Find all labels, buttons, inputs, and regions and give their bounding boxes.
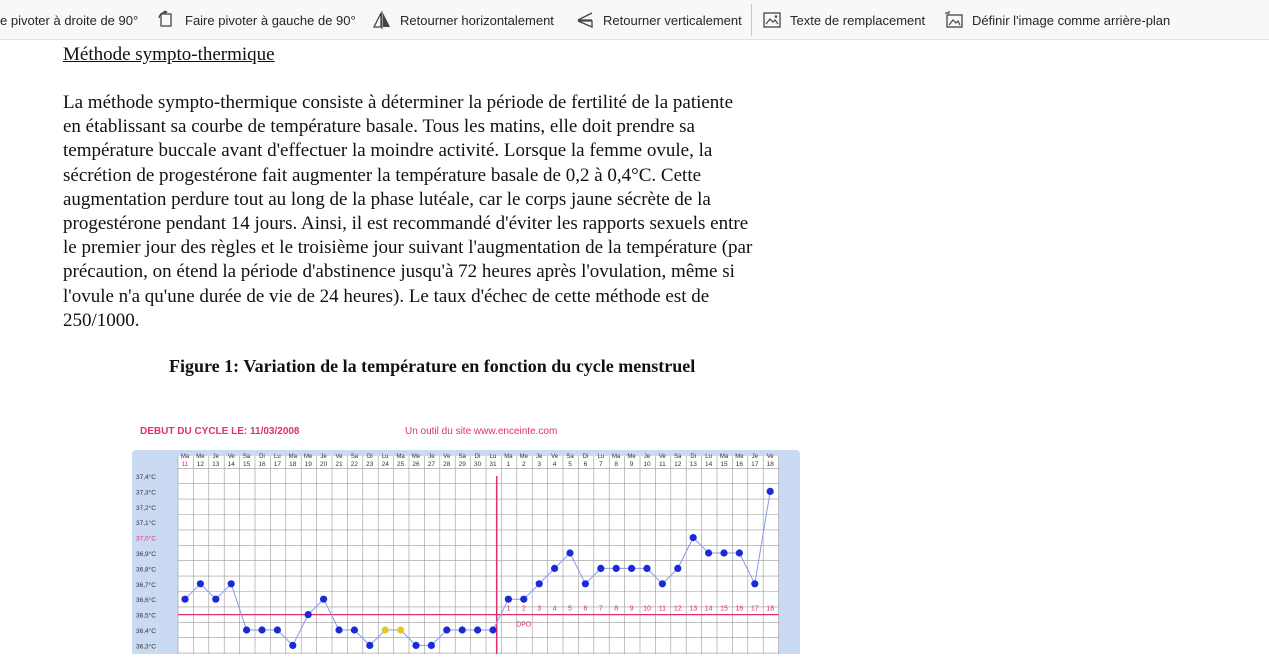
weekday-tick-label: Sa [674, 454, 682, 460]
date-tick-label: 14 [704, 461, 713, 468]
data-point [597, 565, 604, 572]
toolbar-divider [751, 4, 752, 36]
chart-header-left: DEBUT DU CYCLE LE: 11/03/2008 [140, 426, 300, 437]
body-paragraph [63, 91, 873, 333]
paragraph-line: en établissant sa courbe de température basale. Tous les matins, elle doit prendre sa [63, 116, 695, 138]
date-tick-label: 5 [568, 461, 572, 468]
weekday-tick-label: Ve [335, 454, 343, 460]
weekday-tick-label: Sa [242, 454, 251, 460]
date-tick-label: 20 [319, 461, 328, 468]
date-tick-label: 25 [396, 461, 405, 468]
data-point [274, 626, 281, 633]
date-tick-label: 7 [598, 461, 603, 468]
date-tick-label: 22 [350, 461, 359, 468]
paragraph-line: 250/1000. [63, 309, 140, 331]
data-point [520, 596, 527, 603]
weekday-tick-label: Me [627, 454, 636, 460]
date-tick-label: 29 [458, 461, 466, 468]
weekday-tick-label: Ma [180, 454, 190, 460]
data-point [551, 565, 558, 572]
y-tick-label: 37,1°C [136, 520, 156, 528]
toolbar-label: Retourner verticalement [603, 12, 742, 28]
y-tick-label: 36,5°C [136, 612, 156, 620]
date-tick-label: 15 [242, 461, 251, 468]
rotate-left-button[interactable] [157, 0, 356, 40]
paragraph-line: La méthode sympto-thermique consiste à déterminer la période de fertilité de la patiente [63, 92, 734, 113]
data-point [366, 642, 373, 649]
date-tick-label: 24 [381, 461, 389, 468]
toolbar-label: Faire pivoter à gauche de 90° [185, 12, 356, 28]
weekday-tick-label: Ma [612, 454, 621, 460]
paragraph-line: sécrétion de progestérone fait augmenter la température basale de 0,2 à 0,4°C. Cette [63, 164, 702, 186]
dpo-label: DPO [516, 621, 532, 629]
date-tick-label: 3 [537, 461, 542, 468]
data-point [351, 626, 358, 633]
data-point [320, 596, 327, 603]
data-point [720, 549, 727, 556]
document-page [0, 40, 1269, 654]
weekday-tick-label: Ma [396, 454, 405, 460]
paragraph-line: le premier jour des règles et le troisième jour suivant l'augmentation de la température (par [63, 237, 753, 259]
date-tick-label: 12 [196, 461, 205, 468]
dpo-number-label: 14 [704, 605, 713, 613]
weekday-tick-label: Lu [705, 454, 712, 460]
weekday-tick-label: Lu [489, 454, 497, 460]
weekday-tick-label: Je [212, 454, 219, 460]
date-tick-label: 17 [273, 461, 282, 468]
date-tick-label: 15 [720, 461, 728, 468]
weekday-tick-label: Lu [597, 454, 605, 460]
data-point [258, 626, 265, 633]
y-tick-label: 37,4°C [136, 474, 156, 481]
data-point [305, 611, 312, 618]
toolbar-label: e pivoter à droite de 90° [0, 12, 139, 28]
flip-horizontal-button[interactable] [372, 0, 554, 40]
weekday-tick-label: Di [366, 454, 373, 460]
data-point [705, 549, 712, 556]
weekday-tick-label: Lu [274, 454, 281, 460]
weekday-tick-label: Me [519, 454, 528, 460]
flip-vertical-button[interactable] [575, 0, 742, 40]
weekday-tick-label: Ma [504, 454, 513, 460]
date-tick-label: 18 [289, 461, 297, 468]
alt-text-icon [762, 10, 782, 30]
weekday-tick-label: Ma [288, 454, 297, 460]
date-tick-label: 13 [212, 461, 220, 468]
data-point [674, 565, 681, 572]
toolbar-label: Définir l'image comme arrière-plan [972, 12, 1171, 28]
weekday-tick-label: Je [320, 454, 327, 460]
data-point [474, 626, 481, 633]
data-point [443, 626, 450, 633]
dpo-number-label: 6 [583, 605, 588, 613]
paragraph-line: température buccale avant d'effectuer la moindre activité. Lorsque la femme ovule, la [63, 140, 713, 162]
dpo-number-label: 4 [552, 605, 557, 613]
dpo-number-label: 15 [720, 605, 728, 613]
weekday-tick-label: Me [735, 454, 744, 460]
dpo-number-label: 1 [506, 605, 511, 613]
date-tick-label: 1 [506, 461, 511, 468]
data-point [212, 596, 219, 603]
paragraph-line: précaution, on étend la période d'abstinence jusqu'à 72 heures après l'ovulation, même si [63, 261, 735, 283]
data-point [613, 565, 620, 572]
figure-caption: Figure 1: Variation de la température en fonction du cycle menstruel [169, 356, 696, 376]
dpo-number-label: 7 [598, 605, 603, 613]
date-tick-label: 27 [427, 461, 436, 468]
section-heading: Méthode sympto-thermique [63, 44, 275, 65]
weekday-tick-label: Ve [766, 454, 774, 460]
dpo-number-label: 11 [658, 605, 667, 613]
dpo-number-label: 12 [673, 605, 682, 613]
weekday-tick-label: Me [411, 454, 421, 460]
data-point [505, 596, 512, 603]
weekday-tick-label: Ma [719, 454, 729, 460]
y-tick-label: 37,2°C [136, 504, 156, 512]
dpo-number-label: 16 [735, 605, 744, 613]
data-point [181, 596, 188, 603]
weekday-tick-label: Ve [551, 454, 559, 460]
toolbar-label: Retourner horizontalement [400, 12, 554, 28]
paragraph-line: progestérone pendant 14 jours. Ainsi, il est recommandé d'éviter les rapports sexuels entre [63, 213, 749, 235]
weekday-tick-label: Lu [381, 454, 389, 460]
weekday-tick-label: Je [643, 454, 651, 460]
y-tick-label: 36,4°C [136, 628, 156, 635]
y-tick-label: 36,3°C [136, 643, 156, 651]
dpo-number-label: 2 [521, 605, 526, 613]
data-point [736, 549, 743, 556]
data-point [582, 580, 589, 587]
data-point [428, 642, 435, 649]
chart-header-right: Un outil du site www.enceinte.com [405, 426, 558, 437]
weekday-tick-label: Me [196, 454, 205, 460]
date-tick-label: 28 [443, 461, 451, 468]
dpo-number-label: 17 [750, 605, 759, 613]
y-tick-label: 36,6°C [136, 597, 156, 605]
data-point [335, 626, 342, 633]
weekday-tick-label: Sa [458, 454, 466, 460]
y-tick-label: 36,7°C [136, 581, 156, 589]
rotate-right-button[interactable] [0, 0, 138, 40]
paragraph-line: augmentation perdure tout au long de la phase lutéale, car le corps jaune sécrète de la [63, 188, 711, 210]
date-tick-label: 17 [751, 461, 759, 468]
data-point [659, 580, 666, 587]
date-tick-label: 19 [304, 461, 312, 468]
y-tick-label: 37,3°C [136, 489, 156, 497]
data-point [228, 580, 235, 587]
y-tick-label: 36,9°C [136, 551, 156, 558]
rotate-left-icon [157, 10, 177, 30]
data-point [751, 580, 758, 587]
weekday-tick-label: Di [582, 454, 589, 460]
toolbar-label: Texte de remplacement [790, 12, 926, 28]
weekday-tick-label: Ve [658, 454, 666, 460]
highlighted-data-point [397, 626, 404, 633]
flip-vertical-icon [575, 10, 595, 30]
date-tick-label: 2 [521, 461, 526, 468]
data-point [197, 580, 204, 587]
date-tick-label: 26 [412, 461, 420, 468]
date-tick-label: 8 [614, 461, 619, 468]
temperature-chart-image[interactable] [130, 418, 810, 654]
date-tick-label: 11 [181, 461, 189, 468]
date-tick-label: 21 [335, 461, 343, 468]
data-point [767, 488, 774, 495]
dpo-number-label: 13 [689, 605, 698, 613]
dpo-number-label: 18 [766, 605, 775, 613]
data-point [289, 642, 296, 649]
dpo-number-label: 3 [537, 605, 542, 613]
date-tick-label: 6 [583, 461, 588, 468]
data-point [412, 642, 419, 649]
data-point [536, 580, 543, 587]
y-tick-label: 36,8°C [136, 566, 156, 574]
flip-horizontal-icon [372, 10, 392, 30]
set-background-icon [944, 10, 964, 30]
data-point [643, 565, 650, 572]
weekday-tick-label: Ve [443, 454, 451, 460]
dpo-number-label: 9 [629, 605, 634, 613]
highlighted-data-point [382, 626, 389, 633]
date-tick-label: 10 [643, 461, 651, 468]
temperature-chart [130, 418, 810, 654]
data-point [628, 565, 635, 572]
date-tick-label: 30 [473, 461, 482, 468]
weekday-tick-label: Di [690, 454, 697, 460]
date-tick-label: 16 [735, 461, 744, 468]
date-tick-label: 23 [366, 461, 374, 468]
alt-text-button[interactable] [762, 0, 925, 40]
weekday-tick-label: Je [536, 454, 543, 460]
data-point [243, 626, 250, 633]
weekday-tick-label: Ve [227, 454, 235, 460]
date-tick-label: 4 [552, 461, 557, 468]
weekday-tick-label: Je [751, 454, 758, 460]
date-tick-label: 18 [766, 461, 774, 468]
date-tick-label: 16 [258, 461, 266, 468]
y-tick-label: 37,0°C [136, 535, 156, 543]
data-point [489, 626, 496, 633]
paragraph-line: l'ovule n'a qu'une durée de vie de 24 heures). Le taux d'échec de cette méthode est de [63, 285, 710, 307]
data-point [690, 534, 697, 541]
weekday-tick-label: Me [304, 454, 313, 460]
data-point [566, 549, 573, 556]
date-tick-label: 31 [489, 461, 497, 468]
date-tick-label: 14 [227, 461, 235, 468]
date-tick-label: 13 [689, 461, 697, 468]
dpo-number-label: 5 [568, 605, 572, 613]
date-tick-label: 12 [674, 461, 682, 468]
dpo-number-label: 10 [643, 605, 651, 613]
date-tick-label: 11 [659, 461, 666, 468]
chart-plot-area [178, 456, 779, 654]
weekday-tick-label: Di [259, 454, 265, 460]
weekday-tick-label: Sa [350, 454, 359, 460]
weekday-tick-label: Je [428, 454, 435, 460]
data-point [459, 626, 466, 633]
weekday-tick-label: Di [474, 454, 481, 460]
date-tick-label: 9 [629, 461, 634, 468]
picture-toolbar [0, 0, 1269, 40]
dpo-number-label: 8 [614, 605, 619, 613]
weekday-tick-label: Sa [566, 454, 574, 460]
set-background-button[interactable] [944, 0, 1170, 40]
